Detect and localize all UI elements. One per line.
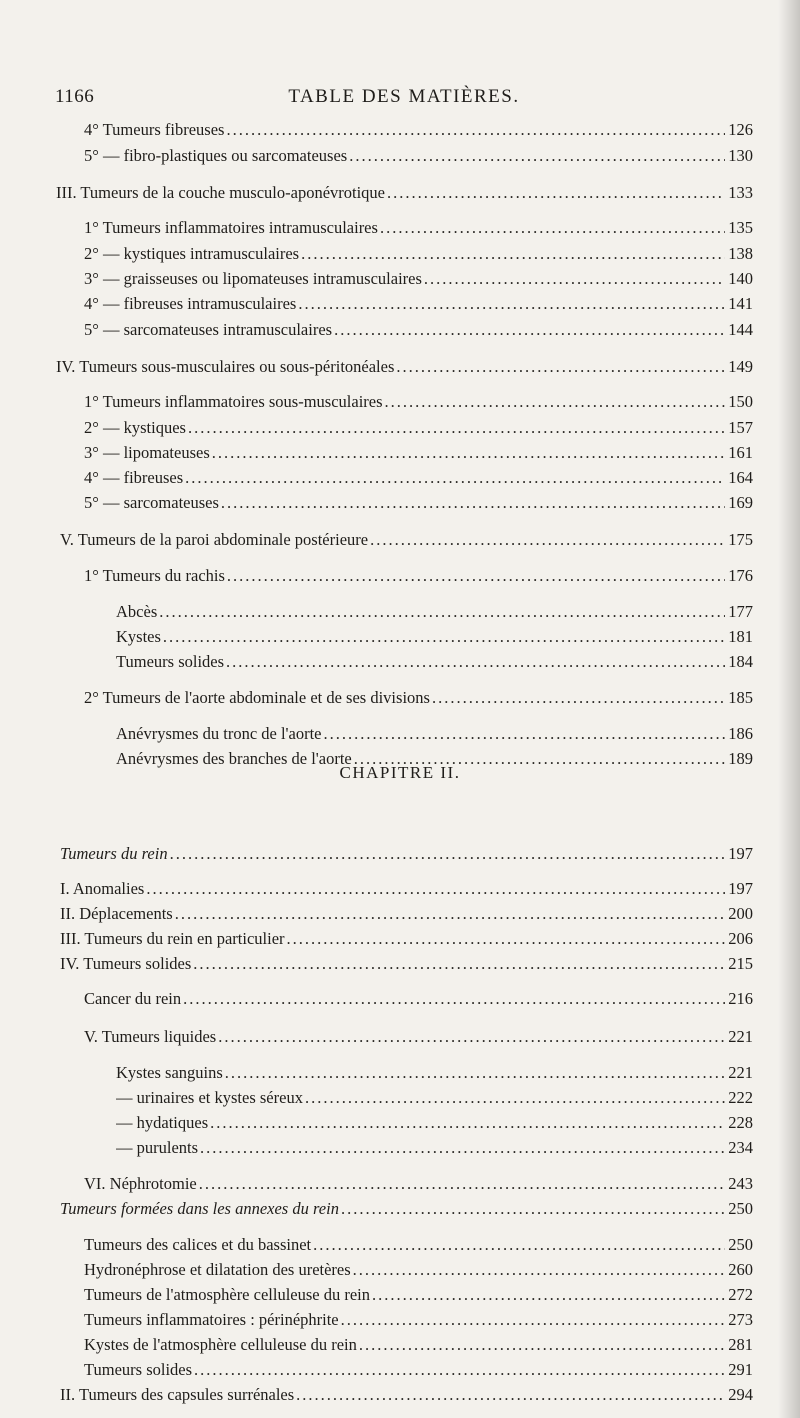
toc-entry: 5° — sarcomateuses ..... 169 — [84, 491, 753, 515]
toc-entry: 2° — kystiques ..... 157 — [84, 416, 753, 440]
toc-entry: I. Anomalies ..... 197 — [60, 877, 753, 901]
page-number: 1166 — [55, 86, 95, 107]
toc-entry: — purulents ..... 234 — [116, 1136, 753, 1160]
toc-entry: 4° — fibreuses intramusculaires ..... 141 — [84, 292, 753, 316]
toc-entry: 4° — fibreuses ..... 164 — [84, 466, 753, 490]
toc-entry: III. Tumeurs du rein en particulier ..... 206 — [60, 927, 753, 951]
toc-entry: Tumeurs solides ..... 184 — [116, 650, 753, 674]
toc-entry: 2° — kystiques intramusculaires ..... 138 — [84, 242, 753, 266]
page-edge-shadow — [778, 0, 800, 1418]
toc-entry: 3° — lipomateuses ..... 161 — [84, 441, 753, 465]
toc-entry: 4° Tumeurs fibreuses ..... 126 — [84, 118, 753, 142]
toc-entry: IV. Tumeurs sous-musculaires ou sous-péritonéales ..... 149 — [56, 355, 753, 379]
toc-section-entry: Tumeurs formées dans les annexes du rein ..... 250 — [60, 1197, 753, 1221]
toc-entry: II. Déplacements ..... 200 — [60, 902, 753, 926]
running-title: TABLE DES MATIÈRES. — [288, 86, 520, 107]
toc-entry: V. Tumeurs de la paroi abdominale postérieure ..... 175 — [60, 528, 753, 552]
toc-entry: 3° — graisseuses ou lipomateuses intramusculaires ..... 140 — [84, 267, 753, 291]
toc-entry: IV. Tumeurs solides ..... 215 — [60, 952, 753, 976]
toc-entry: Tumeurs de l'atmosphère celluleuse du rein ..... 272 — [84, 1283, 753, 1307]
toc-entry: 5° — sarcomateuses intramusculaires ..... 144 — [84, 318, 753, 342]
toc-entry: 1° Tumeurs inflammatoires intramusculaires ..... 135 — [84, 216, 753, 240]
toc-entry: Kystes ..... 181 — [116, 625, 753, 649]
toc-entry: Kystes sanguins ..... 221 — [116, 1061, 753, 1085]
toc-entry: Hydronéphrose et dilatation des uretères ..... 260 — [84, 1258, 753, 1282]
toc-entry: V. Tumeurs liquides ..... 221 — [84, 1025, 753, 1049]
toc-section-entry: Tumeurs du rein ..... 197 — [60, 842, 753, 866]
toc-entry: Kystes de l'atmosphère celluleuse du rein ..... 281 — [84, 1333, 753, 1357]
toc-entry: Anévrysmes des branches de l'aorte ..... 189 — [116, 747, 753, 771]
toc-entry: Tumeurs solides ..... 291 — [84, 1358, 753, 1382]
toc-entry: VI. Néphrotomie ..... 243 — [84, 1172, 753, 1196]
toc-entry: 1° Tumeurs du rachis ..... 176 — [84, 564, 753, 588]
toc-entry: Anévrysmes du tronc de l'aorte ..... 186 — [116, 722, 753, 746]
toc-entry: Tumeurs inflammatoires : périnéphrite ..... 273 — [84, 1308, 753, 1332]
toc-entry: — hydatiques ..... 228 — [116, 1111, 753, 1135]
toc-entry: 2° Tumeurs de l'aorte abdominale et de ses divisions ..... 185 — [84, 686, 753, 710]
toc-entry: II. Tumeurs des capsules surrénales ..... 294 — [60, 1383, 753, 1407]
toc-entry: 5° — fibro-plastiques ou sarcomateuses ..... 130 — [84, 144, 753, 168]
toc-entry: III. Tumeurs de la couche musculo-aponévrotique ..... 133 — [56, 181, 753, 205]
toc-entry: Cancer du rein ..... 216 — [84, 987, 753, 1011]
toc-entry: Abcès ..... 177 — [116, 600, 753, 624]
toc-entry: 1° Tumeurs inflammatoires sous-musculaires ..... 150 — [84, 390, 753, 414]
page-header — [55, 86, 753, 114]
chapter-heading: CHAPITRE II. — [339, 763, 461, 782]
toc-entry: — urinaires et kystes séreux ..... 222 — [116, 1086, 753, 1110]
toc-entry: Tumeurs des calices et du bassinet ..... 250 — [84, 1233, 753, 1257]
